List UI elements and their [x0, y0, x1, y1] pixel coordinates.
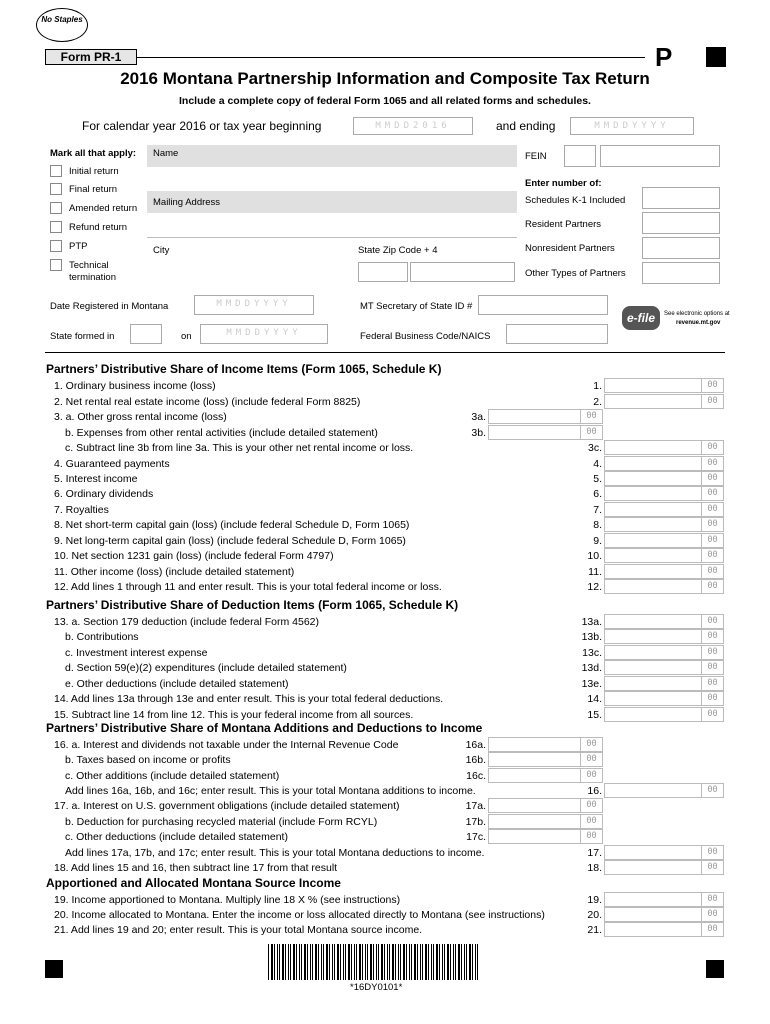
- line-number: 16.: [587, 785, 602, 797]
- line-item: [0, 737, 770, 752]
- line-item: [0, 425, 770, 440]
- fein-prefix-field[interactable]: [564, 145, 596, 167]
- amount-field[interactable]: [604, 502, 724, 517]
- enter-number-label: Enter number of:: [525, 178, 602, 189]
- checkbox-label: Amended return: [69, 203, 138, 214]
- date-registered-label: Date Registered in Montana: [50, 301, 169, 312]
- line-label: 21. Add lines 19 and 20; enter result. This is your total Montana source income.: [54, 924, 423, 936]
- line-item: [0, 579, 770, 594]
- cents-field[interactable]: 00: [580, 815, 602, 828]
- line-item: [0, 456, 770, 471]
- amount-field[interactable]: [604, 471, 724, 486]
- line-item: [0, 768, 770, 783]
- date-formed-field[interactable]: MMDDYYYY: [200, 324, 328, 344]
- page-subtitle: Include a complete copy of federal Form 1065 and all related forms and schedules.: [179, 95, 591, 107]
- amount-field[interactable]: [488, 425, 603, 440]
- section-rule: [45, 352, 725, 353]
- line-number: 11.: [588, 566, 602, 578]
- line-item: [0, 517, 770, 532]
- cents-field[interactable]: 00: [701, 615, 723, 628]
- line-number: 7.: [593, 504, 602, 516]
- ptp-checkbox[interactable]: [50, 240, 62, 252]
- other-types-label: Other Types of Partners: [525, 268, 626, 279]
- line-item: [0, 440, 770, 455]
- cents-field[interactable]: 00: [701, 661, 723, 674]
- cents-field[interactable]: 00: [701, 630, 723, 643]
- cents-field[interactable]: 00: [701, 846, 723, 859]
- line-label: e. Other deductions (include detailed statement): [65, 678, 289, 690]
- line-number: 21.: [587, 924, 602, 936]
- line-label: Add lines 16a, 16b, and 16c; enter result. This is your total Montana additions to income.: [65, 785, 476, 797]
- naics-field[interactable]: [506, 324, 608, 344]
- amount-field[interactable]: [488, 814, 603, 829]
- line-item: [0, 922, 770, 937]
- line-label: 10. Net section 1231 gain (loss) (include federal Form 4797): [54, 550, 334, 562]
- amount-field[interactable]: [604, 660, 724, 675]
- amount-field[interactable]: [604, 378, 724, 393]
- nonresident-label: Nonresident Partners: [525, 243, 615, 254]
- section-heading-deductions: Partners’ Distributive Share of Deduction Items (Form 1065, Schedule K): [46, 598, 459, 612]
- amount-field[interactable]: [604, 645, 724, 660]
- cents-field[interactable]: 00: [701, 549, 723, 562]
- checkbox-label: Refund return: [69, 222, 128, 233]
- line-label: 11. Other income (loss) (include detailed statement): [54, 566, 295, 578]
- amount-field[interactable]: [604, 394, 724, 409]
- corner-mark: [706, 47, 726, 67]
- refund-return-checkbox[interactable]: [50, 221, 62, 233]
- line-item: [0, 629, 770, 644]
- line-item: [0, 798, 770, 813]
- line-label: c. Other deductions (include detailed statement): [65, 831, 288, 843]
- line-label: 7. Royalties: [54, 504, 109, 516]
- line-item: [0, 564, 770, 579]
- cents-field[interactable]: 00: [580, 769, 602, 782]
- line-item: [0, 660, 770, 675]
- line-item: [0, 614, 770, 629]
- resident-count-field[interactable]: [642, 212, 720, 234]
- on-label: on: [181, 331, 192, 342]
- corner-mark: [706, 960, 724, 978]
- line-label: 12. Add lines 1 through 11 and enter result. This is your total federal income or loss.: [54, 581, 442, 593]
- k1-label: Schedules K-1 Included: [525, 195, 626, 206]
- ending-label: and ending: [496, 119, 556, 133]
- cents-field[interactable]: 00: [580, 738, 602, 751]
- amount-field[interactable]: [604, 456, 724, 471]
- line-label: b. Contributions: [65, 631, 139, 643]
- line-label: b. Taxes based on income or profits: [65, 754, 231, 766]
- line-item: [0, 533, 770, 548]
- nonresident-count-field[interactable]: [642, 237, 720, 259]
- corner-mark: [45, 960, 63, 978]
- cents-field[interactable]: 00: [701, 472, 723, 485]
- line-label: 1. Ordinary business income (loss): [54, 380, 216, 392]
- cents-field[interactable]: 00: [701, 518, 723, 531]
- line-item: [0, 814, 770, 829]
- line-number: 5.: [593, 473, 602, 485]
- line-item: [0, 892, 770, 907]
- amount-field[interactable]: [604, 676, 724, 691]
- line-number: 13d.: [581, 662, 602, 674]
- line-label: 16. a. Interest and dividends not taxable under the Internal Revenue Code: [54, 739, 399, 751]
- section-heading-income: Partners’ Distributive Share of Income Items (Form 1065, Schedule K): [46, 362, 442, 376]
- state-formed-field[interactable]: [130, 324, 162, 344]
- line-label: b. Expenses from other rental activities (include detailed statement): [65, 427, 378, 439]
- line-number: 15.: [587, 709, 602, 721]
- final-return-checkbox[interactable]: [50, 183, 62, 195]
- line-number: 10.: [587, 550, 602, 562]
- line-number: 1.: [593, 380, 602, 392]
- line-item: [0, 676, 770, 691]
- line-label: 14. Add lines 13a through 13e and enter result. This is your total federal deductions.: [54, 693, 444, 705]
- line-item: [0, 829, 770, 844]
- line-label: 5. Interest income: [54, 473, 138, 485]
- amount-field[interactable]: [604, 440, 724, 455]
- state-zip-label: State Zip Code + 4: [358, 245, 438, 256]
- line-label: 18. Add lines 15 and 16, then subtract line 17 from that result: [54, 862, 338, 874]
- amount-field[interactable]: [604, 907, 724, 922]
- line-label: Add lines 17a, 17b, and 17c; enter result. This is your total Montana deductions to income.: [65, 847, 485, 859]
- amount-field[interactable]: [604, 783, 724, 798]
- other-types-count-field[interactable]: [642, 262, 720, 284]
- initial-return-checkbox[interactable]: [50, 165, 62, 177]
- cents-field[interactable]: 00: [701, 534, 723, 547]
- amount-field[interactable]: [604, 579, 724, 594]
- cents-field[interactable]: 00: [701, 379, 723, 392]
- cents-field[interactable]: 00: [701, 708, 723, 721]
- mailing-label: Mailing Address: [153, 197, 221, 208]
- cents-field[interactable]: 00: [580, 753, 602, 766]
- line-label: 15. Subtract line 14 from line 12. This is your federal income from all sources.: [54, 709, 414, 721]
- form-id: Form PR-1: [45, 49, 137, 65]
- line-label: 20. Income allocated to Montana. Enter the income or loss allocated directly to Montana (see instructions): [54, 909, 545, 921]
- cents-field[interactable]: 00: [701, 861, 723, 874]
- line-item: [0, 691, 770, 706]
- line-item: [0, 394, 770, 409]
- line-number: 6.: [593, 488, 602, 500]
- amount-field[interactable]: [604, 548, 724, 563]
- amount-field[interactable]: [604, 707, 724, 722]
- efile-logo: e-file: [622, 306, 660, 330]
- line-number: 16c.: [466, 770, 486, 782]
- line-item: [0, 409, 770, 424]
- line-item: [0, 645, 770, 660]
- divider: [147, 237, 517, 238]
- line-item: [0, 845, 770, 860]
- city-label: City: [153, 245, 170, 256]
- efile-url: revenue.mt.gov: [676, 320, 721, 326]
- amount-field[interactable]: [604, 614, 724, 629]
- line-number: 13a.: [581, 616, 602, 628]
- no-staples-stamp: No Staples: [36, 8, 88, 42]
- cents-field[interactable]: 00: [701, 923, 723, 936]
- line-item: [0, 707, 770, 722]
- checkbox-label: Initial return: [69, 166, 119, 177]
- line-number: 16a.: [465, 739, 486, 751]
- fein-label: FEIN: [525, 151, 547, 162]
- checkbox-label: Final return: [69, 184, 118, 195]
- cents-field[interactable]: 00: [701, 565, 723, 578]
- line-label: 17. a. Interest on U.S. government obligations (include detailed statement): [54, 800, 400, 812]
- cents-field[interactable]: 00: [701, 646, 723, 659]
- amount-field[interactable]: [604, 691, 724, 706]
- calendar-label: For calendar year 2016 or tax year beginning: [82, 119, 322, 133]
- cents-field[interactable]: 00: [701, 580, 723, 593]
- line-number: 3b.: [471, 427, 486, 439]
- line-number: 14.: [587, 693, 602, 705]
- cents-field[interactable]: 00: [580, 799, 602, 812]
- cents-field[interactable]: 00: [701, 441, 723, 454]
- line-number: 3a.: [471, 411, 486, 423]
- section-heading-mt-source: Apportioned and Allocated Montana Source Income: [46, 876, 341, 890]
- line-item: [0, 752, 770, 767]
- cents-field[interactable]: 00: [701, 893, 723, 906]
- line-label: 19. Income apportioned to Montana. Multiply line 18 X % (see instructions): [54, 894, 401, 906]
- barcode: [268, 944, 480, 980]
- amount-field[interactable]: [604, 845, 724, 860]
- naics-label: Federal Business Code/NAICS: [360, 331, 491, 342]
- amount-field[interactable]: [604, 922, 724, 937]
- amount-field[interactable]: [604, 629, 724, 644]
- line-number: 16b.: [465, 754, 486, 766]
- line-number: 17c.: [466, 831, 486, 843]
- amount-field[interactable]: [488, 737, 603, 752]
- amount-field[interactable]: [604, 517, 724, 532]
- barcode-text: *16DY0101*: [350, 982, 403, 993]
- amount-field[interactable]: [488, 768, 603, 783]
- line-number: 4.: [593, 458, 602, 470]
- line-label: 8. Net short-term capital gain (loss) (include federal Schedule D, Form 1065): [54, 519, 410, 531]
- begin-date-field[interactable]: MMDD2016: [353, 117, 473, 135]
- k1-count-field[interactable]: [642, 187, 720, 209]
- line-number: 13c.: [582, 647, 602, 659]
- checkbox-label: Technical termination: [69, 260, 116, 283]
- amended-return-checkbox[interactable]: [50, 202, 62, 214]
- line-label: 9. Net long-term capital gain (loss) (include federal Schedule D, Form 1065): [54, 535, 406, 547]
- efile-note: See electronic options at: [664, 311, 730, 317]
- cents-field[interactable]: 00: [701, 487, 723, 500]
- line-number: 8.: [593, 519, 602, 531]
- resident-label: Resident Partners: [525, 219, 602, 230]
- sos-label: MT Secretary of State ID #: [360, 301, 473, 312]
- amount-field[interactable]: [604, 486, 724, 501]
- cents-field[interactable]: 00: [701, 692, 723, 705]
- amount-field[interactable]: [604, 533, 724, 548]
- technical-termination-checkbox[interactable]: [50, 259, 62, 271]
- line-number: 12.: [587, 581, 602, 593]
- page-title: 2016 Montana Partnership Information and Composite Tax Return: [120, 69, 650, 88]
- line-item: [0, 860, 770, 875]
- line-item: [0, 471, 770, 486]
- line-item: [0, 783, 770, 798]
- state-formed-label: State formed in: [50, 331, 115, 342]
- cents-field[interactable]: 00: [701, 395, 723, 408]
- cents-field[interactable]: 00: [701, 503, 723, 516]
- line-item: [0, 378, 770, 393]
- line-label: c. Subtract line 3b from line 3a. This is your other net rental income or loss.: [65, 442, 414, 454]
- amount-field[interactable]: [488, 798, 603, 813]
- line-number: 18.: [587, 862, 602, 874]
- cents-field[interactable]: 00: [580, 410, 602, 423]
- line-item: [0, 907, 770, 922]
- mark-all-label: Mark all that apply:: [50, 148, 137, 159]
- line-label: 6. Ordinary dividends: [54, 488, 154, 500]
- line-label: 2. Net rental real estate income (loss) (include federal Form 8825): [54, 396, 361, 408]
- end-date-field[interactable]: MMDDYYYY: [570, 117, 694, 135]
- line-number: 3c.: [587, 442, 602, 454]
- line-number: 13b.: [581, 631, 602, 643]
- amount-field[interactable]: [604, 892, 724, 907]
- sos-id-field[interactable]: [478, 295, 608, 315]
- line-label: 3. a. Other gross rental income (loss): [54, 411, 227, 423]
- line-number: 17.: [587, 847, 602, 859]
- amount-field[interactable]: [488, 752, 603, 767]
- line-number: 13e.: [581, 678, 602, 690]
- zip-field[interactable]: [410, 262, 515, 282]
- fein-field[interactable]: [600, 145, 720, 167]
- line-label: c. Other additions (include detailed statement): [65, 770, 280, 782]
- amount-field[interactable]: [604, 860, 724, 875]
- line-number: 19.: [587, 894, 602, 906]
- section-heading-mt-adjustments: Partners’ Distributive Share of Montana Additions and Deductions to Income: [46, 721, 483, 735]
- cents-field[interactable]: 00: [701, 784, 723, 797]
- cents-field[interactable]: 00: [701, 677, 723, 690]
- name-label: Name: [153, 148, 179, 159]
- amount-field[interactable]: [604, 564, 724, 579]
- checkbox-label: PTP: [69, 241, 88, 252]
- line-label: 4. Guaranteed payments: [54, 458, 170, 470]
- line-number: 20.: [587, 909, 602, 921]
- state-field[interactable]: [358, 262, 408, 282]
- line-number: 17a.: [465, 800, 486, 812]
- line-item: [0, 486, 770, 501]
- cents-field[interactable]: 00: [580, 426, 602, 439]
- line-number: 2.: [593, 396, 602, 408]
- name-field[interactable]: [147, 145, 517, 167]
- cents-field[interactable]: 00: [701, 457, 723, 470]
- line-label: c. Investment interest expense: [65, 647, 208, 659]
- line-number: 17b.: [465, 816, 486, 828]
- line-item: [0, 502, 770, 517]
- line-label: 13. a. Section 179 deduction (include federal Form 4562): [54, 616, 319, 628]
- amount-field[interactable]: [488, 829, 603, 844]
- p-mark: P: [655, 42, 673, 72]
- cents-field[interactable]: 00: [701, 908, 723, 921]
- line-label: b. Deduction for purchasing recycled material (include Form RCYL): [65, 816, 378, 828]
- line-item: [0, 548, 770, 563]
- amount-field[interactable]: [488, 409, 603, 424]
- line-label: d. Section 59(e)(2) expenditures (include detailed statement): [65, 662, 347, 674]
- line-number: 9.: [593, 535, 602, 547]
- cents-field[interactable]: 00: [580, 830, 602, 843]
- date-registered-field[interactable]: MMDDYYYY: [194, 295, 314, 315]
